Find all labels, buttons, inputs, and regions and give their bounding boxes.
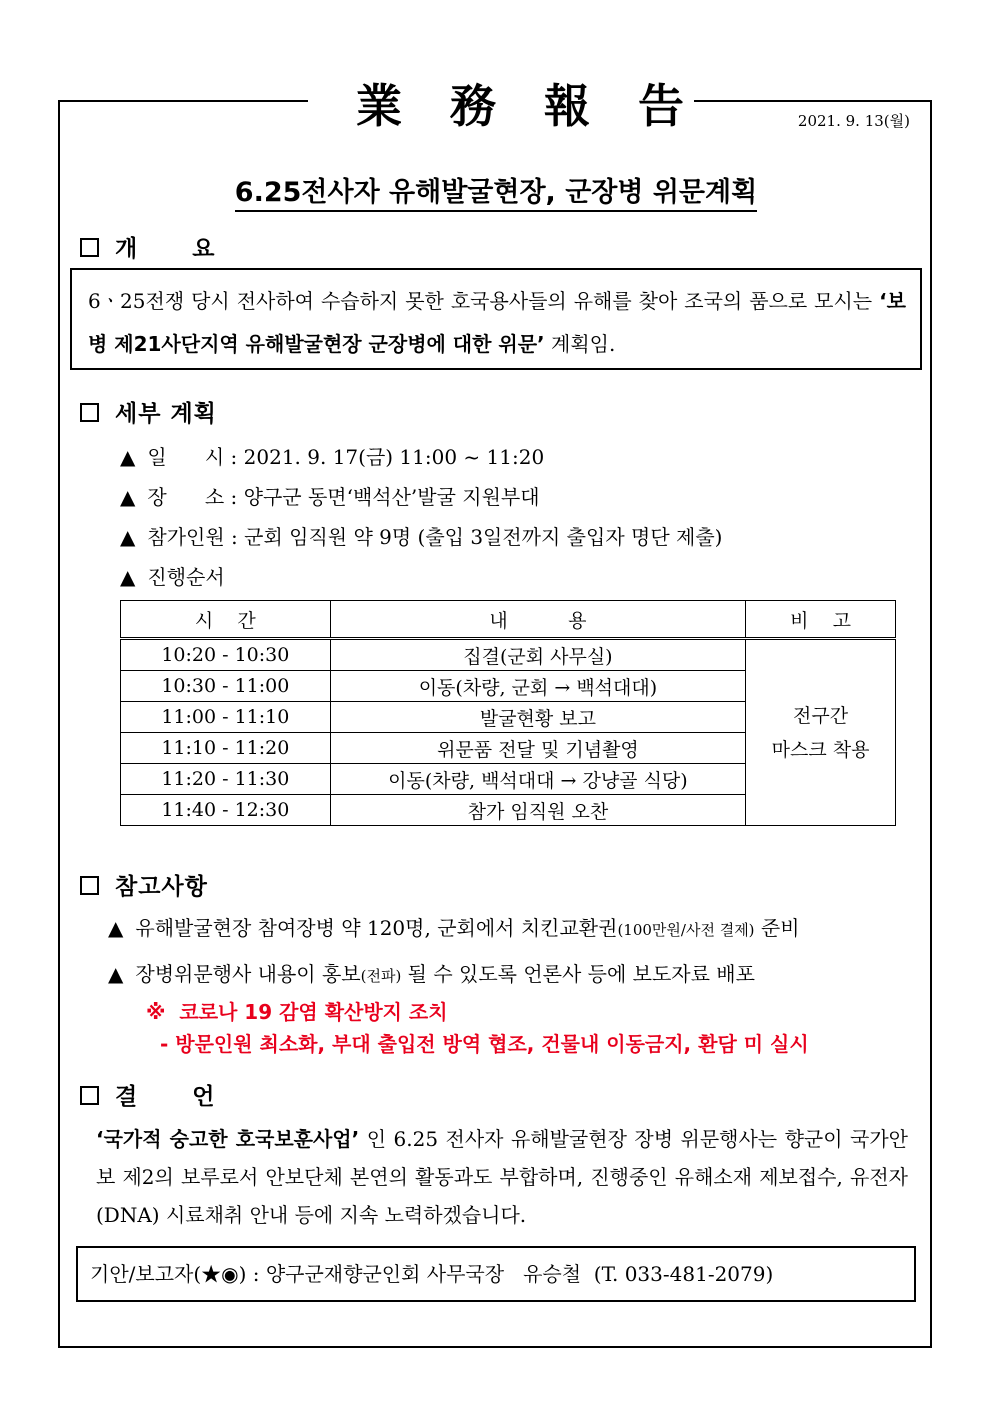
overview-box — [70, 268, 922, 370]
triangle-bullet-icon: ▲ — [108, 916, 124, 940]
document-title: 6.25전사자 유해발굴현장, 군장병 위문계획 — [0, 170, 992, 209]
checkbox-square-icon — [80, 403, 99, 422]
cell-content: 위문품 전달 및 기념촬영 — [330, 733, 745, 764]
reference-item-2: ▲ 장병위문행사 내용이 홍보(전파) 될 수 있도록 언론사 등에 보도자료 배포 — [108, 962, 755, 986]
section-reference-heading: 참고사항 — [80, 868, 208, 901]
covid-notice-title: ※ 코로나 19 감염 확산방지 조치 — [146, 1000, 448, 1024]
overview-suffix: 계획임. — [544, 332, 616, 356]
cell-content: 이동(차량, 군회 → 백석대대) — [330, 671, 745, 702]
table-header-row — [121, 601, 896, 639]
checkbox-square-icon — [80, 876, 99, 895]
header-note: 비 고 — [746, 601, 896, 639]
header-content: 내 용 — [330, 601, 745, 639]
masthead: 業務報告 — [308, 78, 694, 134]
cell-time: 10:20 - 10:30 — [121, 639, 331, 671]
cell-time: 11:00 - 11:10 — [121, 702, 331, 733]
plan-item-place: ▲ 장 소 : 양구군 동면‘백석산’발굴 지원부대 — [120, 485, 540, 509]
triangle-bullet-icon: ▲ — [120, 525, 136, 549]
cell-content: 발굴현황 보고 — [330, 702, 745, 733]
table-row — [121, 639, 896, 671]
reporter-footer: 기안/보고자(★◉) : 양구군재향군인회 사무국장 유승철 (T. 033-481-2079) — [76, 1246, 916, 1302]
plan-item-participants: ▲ 참가인원 : 군회 임직원 약 9명 (출입 3일전까지 출입자 명단 제출) — [120, 525, 723, 549]
cell-content: 이동(차량, 백석대대 → 강냥골 식당) — [330, 764, 745, 795]
triangle-bullet-icon: ▲ — [108, 962, 124, 986]
schedule-table — [120, 600, 896, 826]
cell-time: 11:10 - 11:20 — [121, 733, 331, 764]
reference-item-1: ▲ 유해발굴현장 참여장병 약 120명, 군회에서 치킨교환권(100만원/사전 결제) 준비 — [108, 916, 800, 940]
cell-time: 11:20 - 11:30 — [121, 764, 331, 795]
conclusion-body: 인 6.25 전사자 유해발굴현장 장병 위문행사는 향군이 국가안보 제2의 보루로서 안보단체 본연의 활동과도 부합하며, 진행중인 유해소재 제보접수, 유전자(DNA) 시료채취 안내 등에 지속 노력하겠습니다. — [96, 1127, 908, 1227]
report-date: 2021. 9. 13(월) — [797, 112, 910, 130]
cell-note: 전구간 마스크 착용 — [746, 639, 896, 826]
triangle-bullet-icon: ▲ — [120, 565, 136, 589]
cell-time: 11:40 - 12:30 — [121, 795, 331, 826]
section-conclusion-heading: 결 언 — [80, 1078, 215, 1111]
cell-content: 참가 임직원 오찬 — [330, 795, 745, 826]
section-plan-heading: 세부 계획 — [80, 395, 217, 428]
overview-text: 6ㆍ25전쟁 당시 전사하여 수습하지 못한 호국용사들의 유해를 찾아 조국의 품으로 모시는 — [88, 289, 880, 313]
plan-item-order: ▲ 진행순서 — [120, 565, 225, 589]
plan-item-datetime: ▲ 일 시 : 2021. 9. 17(금) 11:00 ~ 11:20 — [120, 445, 545, 469]
checkbox-square-icon — [80, 238, 99, 257]
checkbox-square-icon — [80, 1086, 99, 1105]
triangle-bullet-icon: ▲ — [120, 485, 136, 509]
cell-time: 10:30 - 11:00 — [121, 671, 331, 702]
conclusion-bold: ‘국가적 숭고한 호국보훈사업’ — [96, 1127, 360, 1151]
conclusion-text — [96, 1120, 908, 1234]
section-overview-heading: 개 요 — [80, 230, 215, 263]
header-time: 시 간 — [121, 601, 331, 639]
overview-bold: ‘보병 제21사단지역 유해발굴현장 군장병에 대한 위문’ — [88, 289, 906, 356]
covid-notice-detail: - 방문인원 최소화, 부대 출입전 방역 협조, 건물내 이동금지, 환담 미 실시 — [160, 1032, 809, 1056]
cell-content: 집결(군회 사무실) — [330, 639, 745, 671]
triangle-bullet-icon: ▲ — [120, 445, 136, 469]
